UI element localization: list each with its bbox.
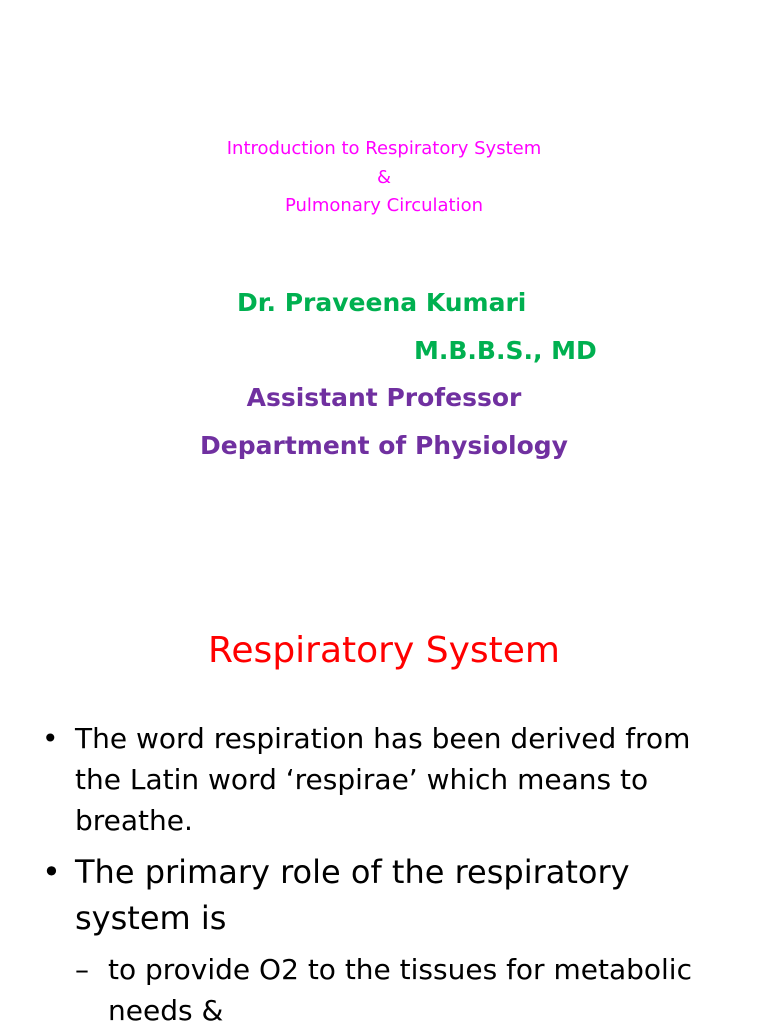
bullet-item: [38, 718, 738, 841]
author-name: Dr. Praveena Kumari: [237, 288, 527, 317]
bullet-item: [38, 849, 738, 941]
sub-bullet-marker: –: [75, 953, 89, 986]
bullet-text: The primary role of the respiratory system is: [75, 853, 630, 937]
sub-bullet-item: [38, 949, 738, 1031]
author-degree: M.B.B.S., MD: [414, 336, 597, 365]
bullet-marker: •: [42, 853, 61, 891]
bullet-text: The word respiration has been derived from the Latin word ‘respirae’ which means to breathe.: [75, 722, 691, 837]
bullet-marker: •: [42, 722, 59, 755]
author-department: Department of Physiology: [200, 431, 568, 460]
sub-bullet-text: to provide O2 to the tissues for metabolic needs &: [108, 953, 692, 1027]
content-slide: [0, 576, 768, 1027]
title-line-2: &: [376, 166, 392, 188]
bullet-list: [38, 718, 738, 1031]
title-line-1: Introduction to Respiratory System: [226, 138, 542, 159]
slide-heading: Respiratory System: [208, 630, 560, 671]
presentation-title: [0, 135, 768, 221]
author-role: Assistant Professor: [246, 383, 522, 412]
title-line-3: Pulmonary Circulation: [284, 195, 484, 216]
